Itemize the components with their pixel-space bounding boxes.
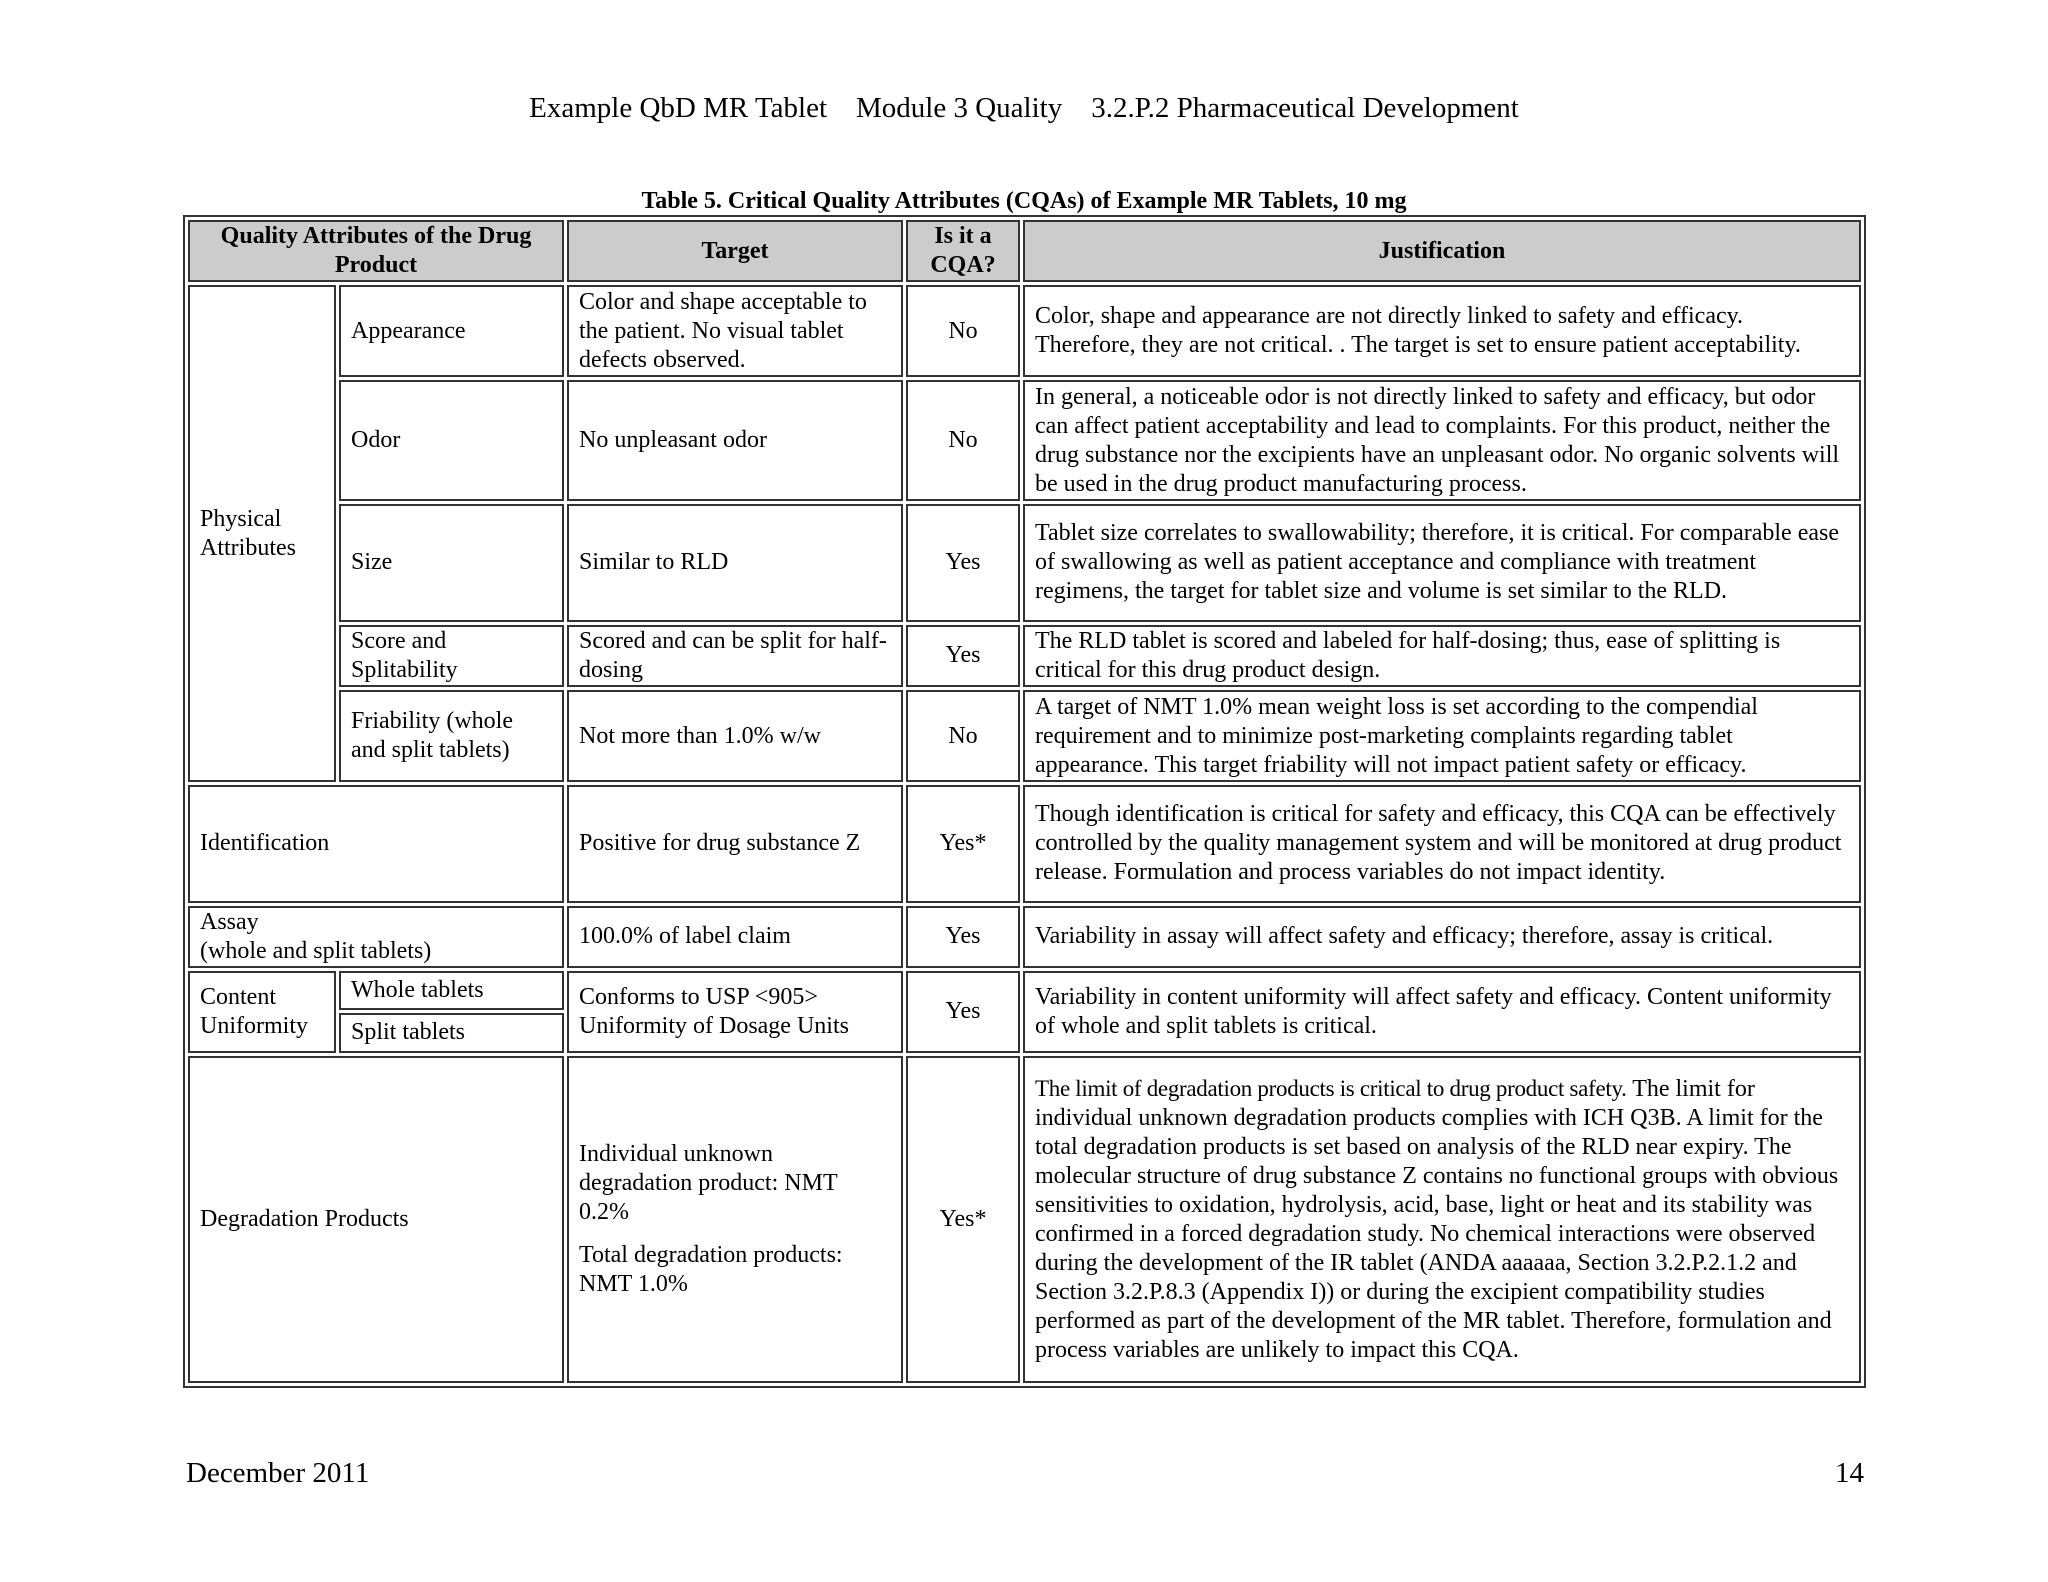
justification-cell: Variability in assay will affect safety and efficacy; therefore, assay is critical. <box>1023 906 1861 968</box>
justification-rest: The limit for individual unknown degradation products complies with ICH Q3B. A limit for the total degradation products is set based on analysis of the RLD near expiry. The molecular structure of drug substance Z contains no functional groups with obvious sensitivities to oxidation, hydrolysis, acid, base, light or heat and its stability was confirmed in a forced degradation study. No chemical interactions were observed during the development of the IR tablet (ANDA aaaaaa, Section 3.2.P.2.1.2 and Section 3.2.P.8.3 (Appendix I)) or during the excipient compatibility studies performed as part of the development of the MR tablet. Therefore, formulation and process variables are unlikely to impact this CQA. <box>1035 1075 1839 1363</box>
target-cell: Conforms to USP <905> Uniformity of Dosage Units <box>567 971 903 1053</box>
cqa-cell: Yes <box>906 971 1020 1053</box>
assay-line-1: Assay <box>200 908 259 935</box>
group-physical-attributes: Physical Attributes <box>188 285 336 781</box>
target-cell-degradation <box>567 1056 903 1383</box>
target-cell: Not more than 1.0% w/w <box>567 690 903 782</box>
cqa-cell: Yes <box>906 504 1020 622</box>
cqa-cell: No <box>906 285 1020 377</box>
target-cell: Color and shape acceptable to the patient. No visual tablet defects observed. <box>567 285 903 377</box>
justification-cell: Though identification is critical for safety and efficacy, this CQA can be effectively controlled by the quality management system and will be monitored at drug product release. Formulation and process variables do not impact identity. <box>1023 785 1861 903</box>
cqa-cell: No <box>906 690 1020 782</box>
justification-cell: The RLD tablet is scored and labeled for half-dosing; thus, ease of splitting is critical for this drug product design. <box>1023 625 1861 687</box>
justification-cell: A target of NMT 1.0% mean weight loss is set according to the compendial requirement and to minimize post-marketing complaints regarding tablet appearance. This target friability will not impact patient safety or efficacy. <box>1023 690 1861 782</box>
table-row-size <box>188 504 1861 622</box>
target-cell: Scored and can be split for half-dosing <box>567 625 903 687</box>
justification-cell: Variability in content uniformity will affect safety and efficacy. Content uniformity of whole and split tablets is critical. <box>1023 971 1861 1053</box>
col-header-target: Target <box>567 220 903 282</box>
justification-cell: Tablet size correlates to swallowability; therefore, it is critical. For comparable ease of swallowing as well as patient acceptance and compliance with treatment regimens, the target for tablet size and volume is set similar to the RLD. <box>1023 504 1861 622</box>
target-cell: Similar to RLD <box>567 504 903 622</box>
attribute-name: Size <box>339 504 564 622</box>
target-total: Total degradation products: NMT 1.0% <box>579 1241 843 1297</box>
cqa-cell: Yes <box>906 906 1020 968</box>
cqa-cell: Yes <box>906 625 1020 687</box>
table-row-friability <box>188 690 1861 782</box>
justification-cell: In general, a noticeable odor is not directly linked to safety and efficacy, but odor can affect patient acceptability and lead to complaints. For this product, neither the drug substance nor the excipients have an unpleasant odor. No organic solvents will be used in the drug product manufacturing process. <box>1023 380 1861 501</box>
col-header-attribute: Quality Attributes of the Drug Product <box>188 220 564 282</box>
table-row-assay <box>188 906 1861 968</box>
attribute-name: Identification <box>188 785 564 903</box>
attribute-name: Odor <box>339 380 564 501</box>
footer-date: December 2011 <box>186 1457 370 1489</box>
cqa-cell: No <box>906 380 1020 501</box>
page-number: 14 <box>1835 1457 1864 1489</box>
table-row-identification <box>188 785 1861 903</box>
target-individual: Individual unknown degradation product: NMT 0.2% <box>579 1140 838 1225</box>
attribute-name: Score and Splitability <box>339 625 564 687</box>
attribute-name: Whole tablets <box>339 971 564 1010</box>
target-cell: No unpleasant odor <box>567 380 903 501</box>
justification-lead: The limit of degradation products is critical to drug product safety. <box>1035 1075 1627 1101</box>
target-cell: Positive for drug substance Z <box>567 785 903 903</box>
page-header: Example QbD MR Tablet Module 3 Quality 3.2.P.2 Pharmaceutical Development <box>529 92 1519 124</box>
target-cell: 100.0% of label claim <box>567 906 903 968</box>
justification-cell: Color, shape and appearance are not directly linked to safety and efficacy. Therefore, they are not critical. . The target is set to ensure patient acceptability. <box>1023 285 1861 377</box>
attribute-name-assay <box>188 906 564 968</box>
col-header-justification: Justification <box>1023 220 1861 282</box>
group-content-uniformity: Content Uniformity <box>188 971 336 1053</box>
table-row-content-uniformity-whole <box>188 971 1861 1010</box>
table-row-appearance <box>188 285 1861 377</box>
table-row-degradation <box>188 1056 1861 1383</box>
justification-cell-degradation <box>1023 1056 1861 1383</box>
cqa-cell: Yes* <box>906 1056 1020 1383</box>
col-header-cqa: Is it a CQA? <box>906 220 1020 282</box>
attribute-name: Friability (whole and split tablets) <box>339 690 564 782</box>
cqa-table <box>183 215 1866 1388</box>
attribute-name: Split tablets <box>339 1013 564 1052</box>
assay-line-2: (whole and split tablets) <box>200 937 432 964</box>
table-row-score <box>188 625 1861 687</box>
attribute-name: Degradation Products <box>188 1056 564 1383</box>
table-caption: Table 5. Critical Quality Attributes (CQAs) of Example MR Tablets, 10 mg <box>641 188 1407 214</box>
attribute-name: Appearance <box>339 285 564 377</box>
table-row-odor <box>188 380 1861 501</box>
cqa-cell: Yes* <box>906 785 1020 903</box>
table-header-row <box>188 220 1861 282</box>
